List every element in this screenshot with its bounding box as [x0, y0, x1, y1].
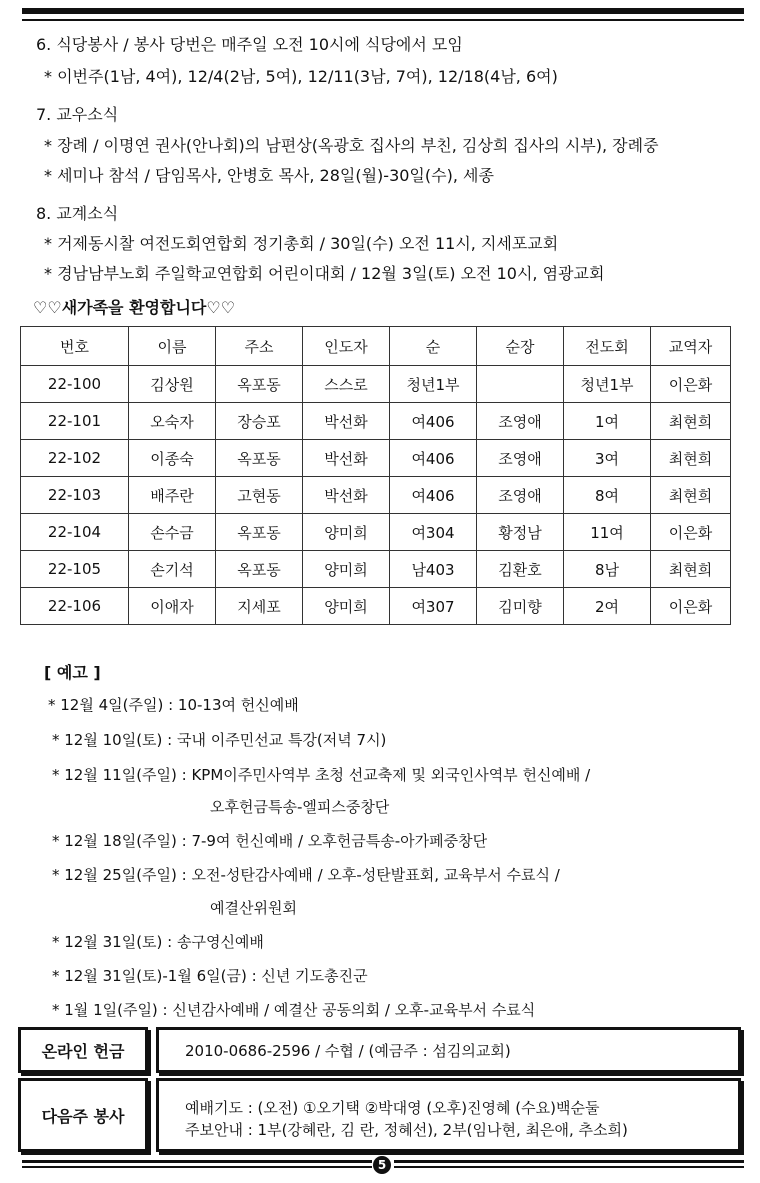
- table-cell: 22-105: [21, 551, 129, 588]
- table-cell: 이은화: [651, 366, 731, 403]
- table-header-row: [21, 327, 731, 366]
- table-cell: 김환호: [477, 551, 564, 588]
- announcement-line: * 1월 1일(주일) : 신년감사예배 / 예결산 공동의회 / 오후-교육부서 수료식: [52, 1001, 536, 1019]
- church-news-assembly: * 거제동시찰 여전도회연합회 정기총회 / 30일(수) 오전 11시, 지세포교회: [44, 234, 559, 253]
- table-cell: 8여: [564, 477, 651, 514]
- header-cell: 교역자: [651, 327, 731, 366]
- online-offering-label-box: [18, 1027, 148, 1073]
- announcement-line: * 12월 11일(주일) : KPM이주민사역부 초청 선교축제 및 외국인사역부 헌신예배 /: [52, 766, 591, 784]
- table-cell: 2여: [564, 588, 651, 625]
- table-cell: 이은화: [651, 514, 731, 551]
- table-row: [21, 514, 731, 551]
- table-cell: 손수금: [129, 514, 216, 551]
- announcement-line: * 12월 31일(토)-1월 6일(금) : 신년 기도총진군: [52, 967, 368, 985]
- meal-service-schedule: * 이번주(1남, 4여), 12/4(2남, 5여), 12/11(3남, 7여), 12/18(4남, 6여): [44, 67, 558, 86]
- table-cell: 남403: [390, 551, 477, 588]
- next-week-label-box: [18, 1078, 148, 1152]
- online-offering-content-box: [156, 1027, 741, 1073]
- table-cell: 여406: [390, 403, 477, 440]
- table-cell: [477, 366, 564, 403]
- member-news-seminar: * 세미나 참석 / 담임목사, 안병호 목사, 28일(월)-30일(수), 세종: [44, 166, 494, 185]
- table-row: [21, 588, 731, 625]
- table-cell: 22-103: [21, 477, 129, 514]
- announcement-line: * 12월 4일(주일) : 10-13여 헌신예배: [48, 696, 299, 714]
- table-cell: 청년1부: [390, 366, 477, 403]
- next-week-prayer: 예배기도 : (오전) ①오기택 ②박대영 (오후)진영혜 (수요)백순둘: [185, 1099, 600, 1117]
- table-row: [21, 477, 731, 514]
- table-cell: 고현동: [216, 477, 303, 514]
- announcement-line: * 12월 25일(주일) : 오전-성탄감사예배 / 오후-성탄발표회, 교육부서 수료식 /: [52, 866, 560, 884]
- table-cell: 11여: [564, 514, 651, 551]
- table-cell: 김미향: [477, 588, 564, 625]
- table-cell: 이종숙: [129, 440, 216, 477]
- table-cell: 최현희: [651, 440, 731, 477]
- announcement-line: * 12월 31일(토) : 송구영신예배: [52, 933, 264, 951]
- announcement-line: * 12월 10일(토) : 국내 이주민선교 특강(저녁 7시): [52, 731, 387, 749]
- church-news-children: * 경남남부노회 주일학교연합회 어린이대회 / 12월 3일(토) 오전 10시, 염광교회: [44, 264, 605, 283]
- table-cell: 박선화: [303, 403, 390, 440]
- table-cell: 최현희: [651, 403, 731, 440]
- table-cell: 여406: [390, 440, 477, 477]
- table-cell: 장승포: [216, 403, 303, 440]
- header-cell: 인도자: [303, 327, 390, 366]
- table-cell: 여307: [390, 588, 477, 625]
- section-meal-service-title: 6. 식당봉사 / 봉사 당번은 매주일 오전 10시에 식당에서 모임: [36, 35, 463, 54]
- online-offering-label: 온라인 헌금: [41, 1041, 125, 1061]
- header-cell: 순장: [477, 327, 564, 366]
- table-cell: 22-104: [21, 514, 129, 551]
- table-cell: 옥포동: [216, 551, 303, 588]
- bottom-divider: [22, 1158, 744, 1172]
- table-cell: 스스로: [303, 366, 390, 403]
- table-row: [21, 366, 731, 403]
- table-row: [21, 403, 731, 440]
- table-cell: 조영애: [477, 477, 564, 514]
- header-cell: 이름: [129, 327, 216, 366]
- announcements-title: [ 예고 ]: [44, 663, 101, 682]
- section-church-news-title: 8. 교계소식: [36, 204, 119, 223]
- table-cell: 양미희: [303, 588, 390, 625]
- table-cell: 옥포동: [216, 514, 303, 551]
- announcement-line: * 12월 18일(주일) : 7-9여 헌신예배 / 오후헌금특송-아가페중창단: [52, 832, 488, 850]
- table-cell: 조영애: [477, 403, 564, 440]
- table-cell: 황정남: [477, 514, 564, 551]
- table-cell: 8남: [564, 551, 651, 588]
- online-offering-account: 2010-0686-2596 / 수협 / (예금주 : 섬김의교회): [185, 1041, 511, 1060]
- table-cell: 22-100: [21, 366, 129, 403]
- table-cell: 여406: [390, 477, 477, 514]
- table-cell: 양미희: [303, 514, 390, 551]
- header-cell: 번호: [21, 327, 129, 366]
- section-member-news-title: 7. 교우소식: [36, 105, 119, 124]
- table-cell: 22-106: [21, 588, 129, 625]
- announcement-line: 예결산위원회: [210, 899, 297, 917]
- table-cell: 22-102: [21, 440, 129, 477]
- table-cell: 3여: [564, 440, 651, 477]
- table-cell: 최현희: [651, 477, 731, 514]
- table-cell: 배주란: [129, 477, 216, 514]
- table-row: [21, 551, 731, 588]
- welcome-heading: ♡♡새가족을 환영합니다♡♡: [33, 298, 236, 317]
- table-cell: 옥포동: [216, 366, 303, 403]
- table-cell: 이은화: [651, 588, 731, 625]
- table-cell: 1여: [564, 403, 651, 440]
- table-row: [21, 440, 731, 477]
- table-cell: 김상원: [129, 366, 216, 403]
- table-cell: 지세포: [216, 588, 303, 625]
- table-cell: 최현희: [651, 551, 731, 588]
- next-week-label: 다음주 봉사: [41, 1106, 125, 1126]
- table-cell: 이애자: [129, 588, 216, 625]
- header-cell: 전도회: [564, 327, 651, 366]
- table-cell: 손기석: [129, 551, 216, 588]
- table-cell: 양미희: [303, 551, 390, 588]
- announcement-line: 오후헌금특송-엘피스중창단: [210, 798, 390, 816]
- table-cell: 조영애: [477, 440, 564, 477]
- header-cell: 주소: [216, 327, 303, 366]
- table-cell: 박선화: [303, 440, 390, 477]
- table-cell: 청년1부: [564, 366, 651, 403]
- page-number: 5: [373, 1156, 391, 1174]
- header-cell: 순: [390, 327, 477, 366]
- table-cell: 여304: [390, 514, 477, 551]
- member-news-funeral: * 장례 / 이명연 권사(안나회)의 남편상(옥광호 집사의 부친, 김상희 집사의 시부), 장례중: [44, 136, 659, 155]
- table-cell: 오숙자: [129, 403, 216, 440]
- next-week-bulletin: 주보안내 : 1부(강혜란, 김 란, 정혜선), 2부(임나현, 최은애, 추소희): [185, 1121, 628, 1139]
- table-cell: 박선화: [303, 477, 390, 514]
- new-family-table: [20, 326, 731, 625]
- next-week-content-box: [156, 1078, 741, 1152]
- table-cell: 옥포동: [216, 440, 303, 477]
- table-cell: 22-101: [21, 403, 129, 440]
